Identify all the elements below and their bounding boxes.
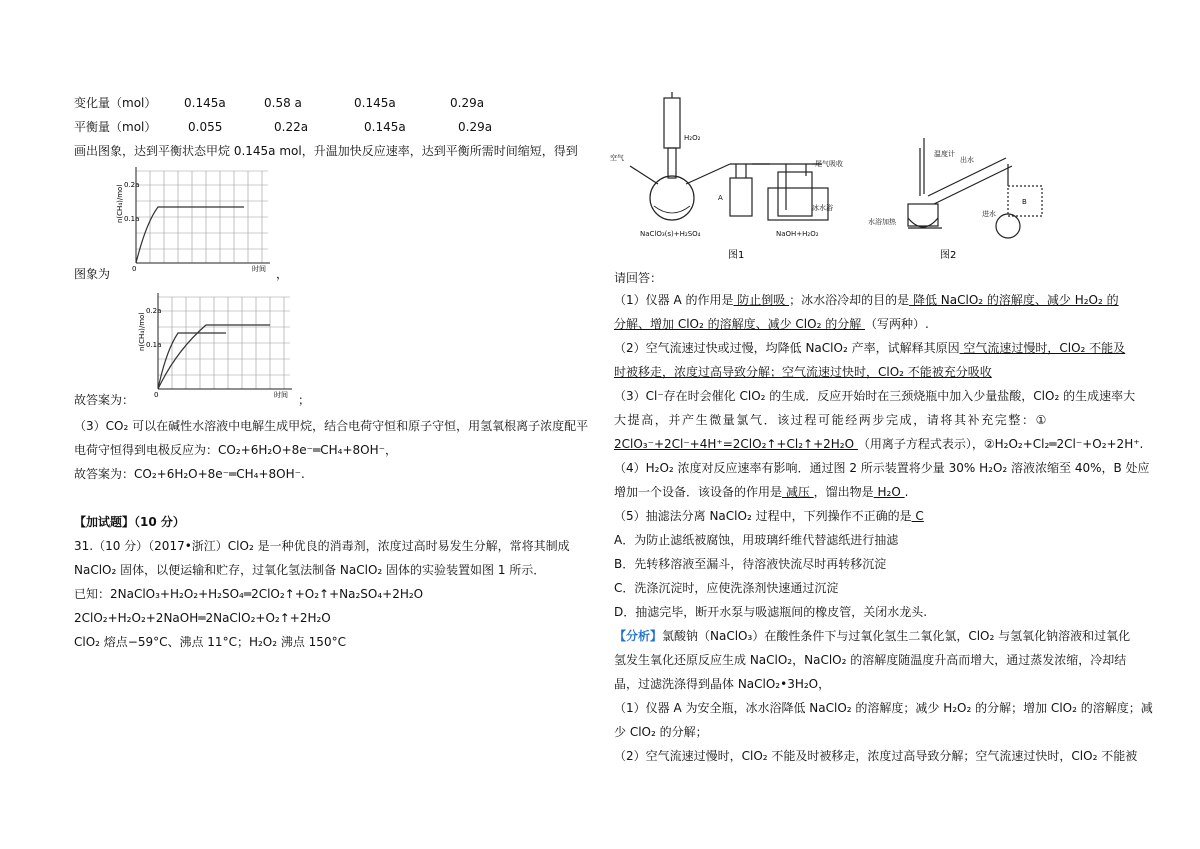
analysis-line2: 氢发生氧化还原反应生成 NaClO₂，NaClO₂ 的溶解度随温度升高而增大，通过蒸发浓缩，冷却结 [614, 653, 1127, 667]
label-water-in: 进水 [982, 210, 996, 218]
origin-label: 0 [132, 265, 137, 273]
q4-line1: （4）H₂O₂ 浓度对反应速率有影响．通过图 2 所示装置将少量 30% H₂O₂ 溶液浓缩至 40%，B 处应 [614, 461, 1150, 475]
analysis-tag: 【分析】 [614, 629, 663, 643]
label-h2o2: H₂O₂ [684, 134, 701, 142]
answer-q1-b-cont: 分解、增加 ClO₂ 的溶解度、减少 ClO₂ 的分解 [614, 317, 866, 331]
x-axis-label: 时间 [274, 391, 288, 399]
option-b: B．先转移溶液至漏斗，待溶液快流尽时再转移沉淀 [614, 557, 887, 571]
equilibrium-row: 平衡量（mol） 0.055 0.22a 0.145a 0.29a [74, 120, 493, 134]
label-air: 空气 [610, 154, 624, 162]
semicolon: ； [298, 393, 311, 407]
q3-line2: 大提高，并产生微量氯气．该过程可能经两步完成，请将其补充完整：① [614, 413, 1048, 427]
figure-2-caption: 图2 [940, 250, 957, 261]
draw-graph-text: 画出图象，达到平衡状态甲烷 0.145a mol，升温加快反应速率，达到平衡所需时间缩短，得到 [74, 144, 578, 158]
q1-line2: 分解、增加 ClO₂ 的溶解度、减少 ClO₂ 的分解 （写两种）. [614, 317, 929, 331]
q31-line2: NaClO₂ 固体，以便运输和贮存，过氧化氢法制备 NaClO₂ 固体的实验装置如图 1 所示． [74, 563, 546, 577]
origin-label: 0 [154, 391, 159, 399]
reply-prompt: 请回答： [614, 271, 663, 285]
q1-line1: （1）仪器 A 的作用是 防止倒吸 ；冰水浴冷却的目的是 降低 NaClO₂ 的溶解度、减少 H₂O₂ 的 [614, 293, 1119, 307]
p3-line3: 故答案为：CO₂+6H₂O+8e⁻═CH₄+8OH⁻. [74, 467, 305, 481]
analysis-line4: （1）仪器 A 为安全瓶，冰水浴降低 NaClO₂ 的溶解度；减少 H₂O₂ 的分解；增加 ClO₂ 的溶解度；减 [614, 701, 1153, 715]
tick-0.2a: 0.2a [124, 181, 140, 189]
p3-line1: （3）CO₂ 可以在碱性水溶液中电解生成甲烷，结合电荷守恒和原子守恒，用氢氧根离子浓度配平 [74, 419, 589, 433]
curve-original [136, 207, 244, 263]
option-a: A．为防止滤纸被腐蚀，用玻璃纤维代替滤纸进行抽滤 [614, 533, 899, 547]
q2-line1: （2）空气流速过快或过慢，均降低 NaClO₂ 产率，试解释其原因 空气流速过慢时，ClO₂ 不能及 [614, 341, 1126, 355]
figure-1-caption: 图1 [728, 250, 745, 261]
answer-q4-a: 减压 [782, 485, 814, 499]
x-axis-label: 时间 [252, 265, 266, 273]
tick-0.2a: 0.2a [146, 307, 162, 315]
label-thermometer: 温度计 [934, 150, 955, 158]
answer-q5: C [911, 509, 924, 523]
label-water-bath: 水浴加热 [868, 218, 896, 226]
comma: ， [276, 267, 289, 281]
q31-line3: 已知：2NaClO₃+H₂O₂+H₂SO₄═2ClO₂↑+O₂↑+Na₂SO₄+2H₂O [74, 587, 424, 601]
tick-0.1a: 0.1a [146, 341, 162, 349]
q31-line5: ClO₂ 熔点−59°C、沸点 11°C；H₂O₂ 沸点 150°C [74, 635, 346, 649]
q31-line4: 2ClO₂+H₂O₂+2NaOH═2NaClO₂+O₂↑+2H₂O [74, 611, 331, 625]
analysis-line6: （2）空气流速过慢时，ClO₂ 不能及时被移走，浓度过高导致分解；空气流速过快时，ClO₂ 不能被 [614, 749, 1138, 763]
y-axis-label: n(CH₄)/mol [138, 312, 146, 351]
answer-q2: 空气流速过慢时，ClO₂ 不能及 [959, 341, 1126, 355]
label-a: A [718, 194, 723, 202]
bonus-title: 【加试题】（10 分） [74, 515, 185, 529]
answer-q4-b: H₂O [873, 485, 905, 499]
label-absorber-reagents: NaOH+H₂O₂ [776, 230, 819, 238]
figure-1-apparatus [610, 88, 860, 263]
label-ice-bath: 冰水浴 [812, 204, 833, 212]
answer-is-text: 故答案为： [74, 393, 135, 407]
q3-line1: （3）Cl⁻存在时会催化 ClO₂ 的生成．反应开始时在三颈烧瓶中加入少量盐酸，ClO₂ 的生成速率大 [614, 389, 1136, 403]
y-axis-label: n(CH₄)/mol [116, 184, 124, 223]
option-c: C．洗涤沉淀时，应使洗涤剂快速通过沉淀 [614, 581, 839, 595]
label-tail-gas: 尾气吸收 [815, 160, 843, 168]
analysis-line5: 少 ClO₂ 的分解； [614, 725, 708, 739]
answer-q1-b: 降低 NaClO₂ 的溶解度、减少 H₂O₂ 的 [909, 293, 1119, 307]
q4-line2: 增加一个设备．该设备的作用是 减压 ，馏出物是 H₂O . [614, 485, 909, 499]
p3-line2: 电荷守恒得到电极反应为：CO₂+6H₂O+8e⁻═CH₄+8OH⁻， [74, 443, 397, 457]
label-water-out: 出水 [960, 156, 974, 164]
chart-answer [136, 291, 296, 401]
q3-line3: 2ClO₃⁻+2Cl⁻+4H⁺=2ClO₂↑+Cl₂↑+2H₂O （用离子方程式表示），②H₂O₂+Cl₂═2Cl⁻+O₂+2H⁺. [614, 437, 1144, 451]
analysis-line3: 晶，过滤洗涤得到晶体 NaClO₂•3H₂O， [614, 677, 831, 691]
label-flask-reagents: NaClO₃(s)+H₂SO₄ [640, 230, 701, 238]
chart-question [114, 163, 274, 275]
tick-0.1a: 0.1a [124, 215, 140, 223]
q5-line: （5）抽滤法分离 NaClO₂ 过程中，下列操作不正确的是 C [614, 509, 924, 523]
option-d: D．抽滤完毕，断开水泵与吸滤瓶间的橡皮管，关闭水龙头. [614, 605, 928, 619]
answer-q1-a: 防止倒吸 [733, 293, 790, 307]
q31-line1: 31.（10 分）（2017•浙江）ClO₂ 是一种优良的消毒剂，浓度过高时易发生分解，常将其制成 [74, 539, 570, 553]
image-is-text: 图象为 [74, 267, 111, 281]
label-b: B [1022, 198, 1027, 206]
analysis-line1: 【分析】氯酸钠（NaClO₃）在酸性条件下与过氧化氢生二氧化氯，ClO₂ 与氢氧化钠溶液和过氧化 [614, 629, 1131, 643]
answer-q2-cont: 时被移走，浓度过高导致分解；空气流速过快时，ClO₂ 不能被充分吸收 [614, 365, 992, 379]
answer-q3: 2ClO₃⁻+2Cl⁻+4H⁺=2ClO₂↑+Cl₂↑+2H₂O [614, 437, 858, 451]
q2-line2 [614, 364, 992, 380]
figure-2-apparatus [868, 138, 1048, 263]
change-row: 变化量（mol） 0.145a 0.58 a 0.145a 0.29a [74, 96, 485, 110]
curve-heated [158, 333, 226, 389]
